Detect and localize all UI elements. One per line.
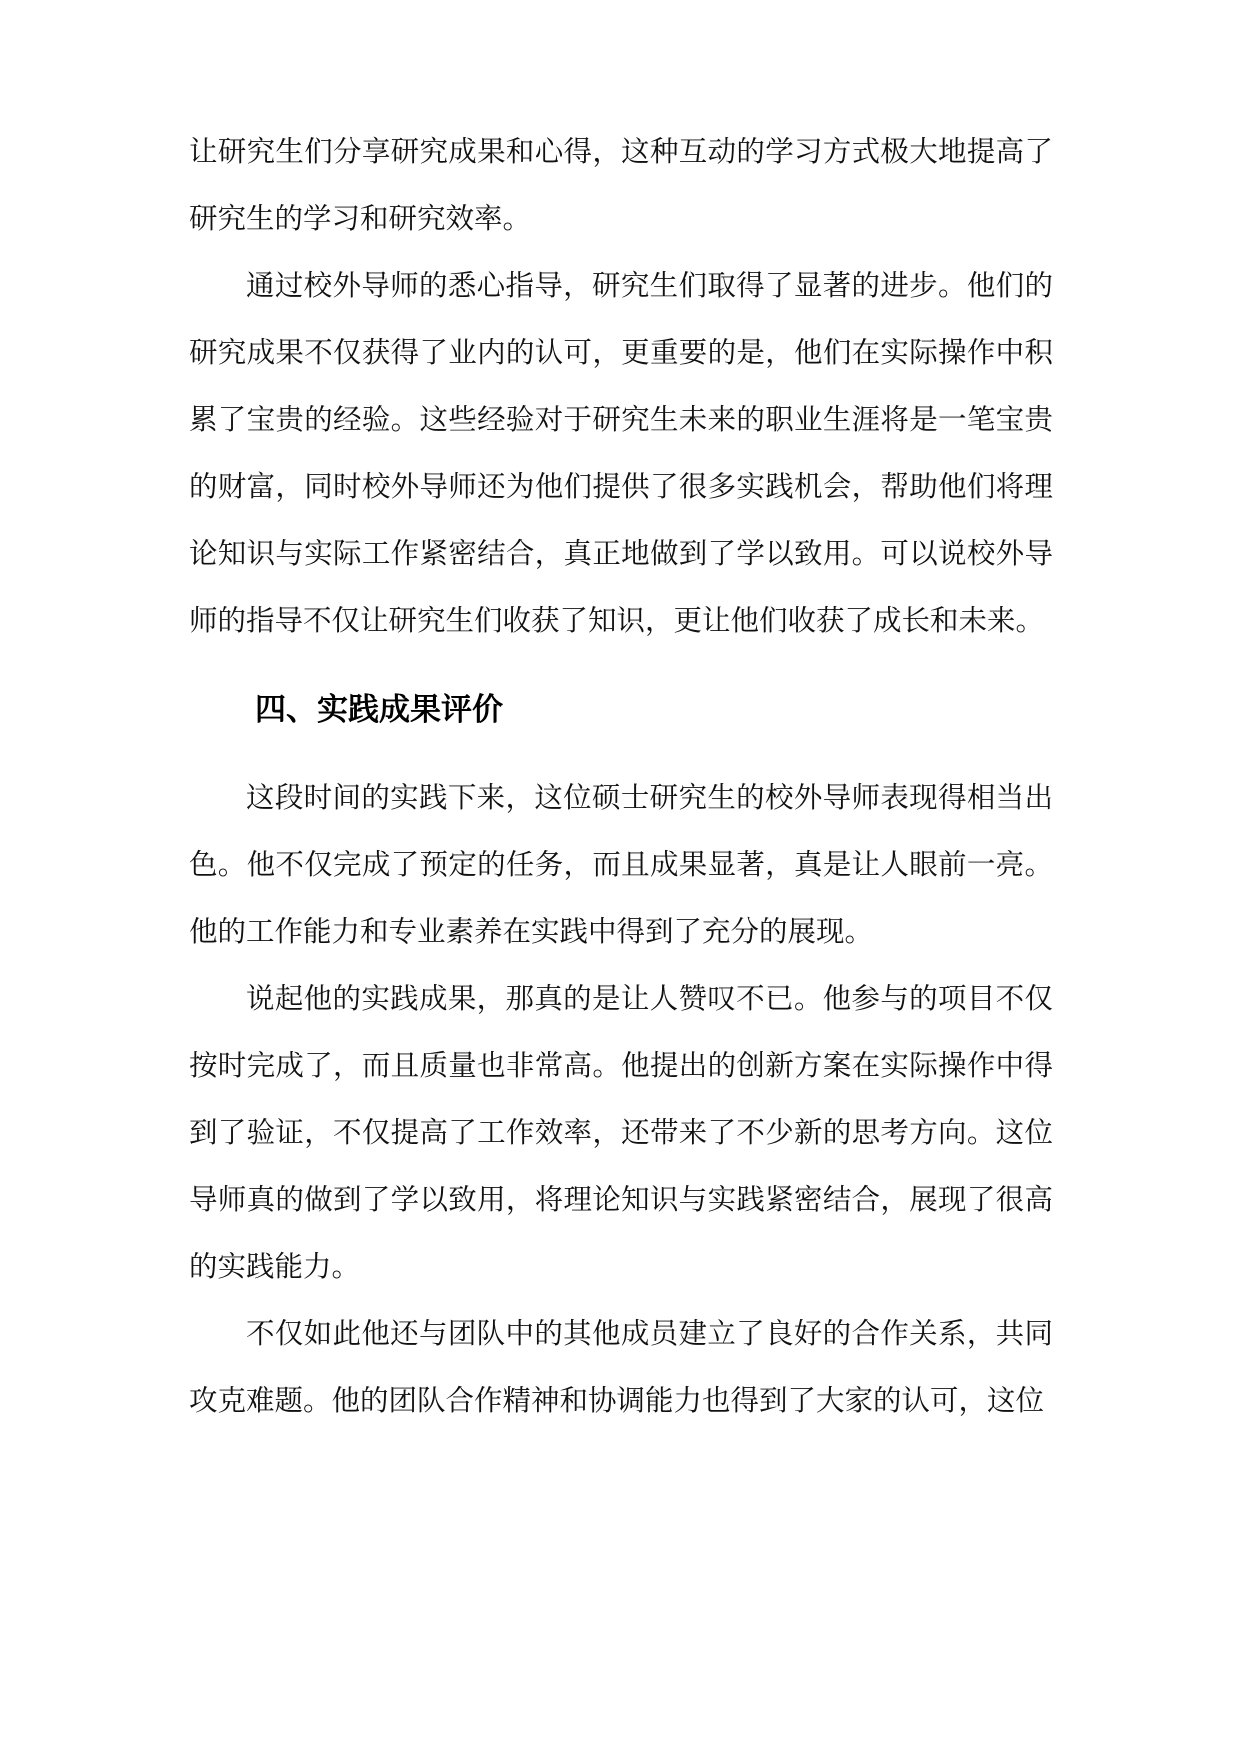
paragraph-practice-results: 说起他的实践成果，那真的是让人赞叹不已。他参与的项目不仅按时完成了，而且质量也非常高。他提出的创新方案在实际操作中得到了验证，不仅提高了工作效率，还带来了不少新的思考方向。这位导师真的做到了学以致用，将理论知识与实践紧密结合，展现了很高的实践能力。: [189, 982, 1053, 1283]
paragraph-mentor-guidance: 通过校外导师的悉心指导，研究生们取得了显著的进步。他们的研究成果不仅获得了业内的认可，更重要的是，他们在实际操作中积累了宝贵的经验。这些经验对于研究生未来的职业生涯将是一笔宝贵的财富，同时校外导师还为他们提供了很多实践机会，帮助他们将理论知识与实际工作紧密结合，真正地做到了学以致用。可以说校外导师的指导不仅让研究生们收获了知识，更让他们收获了成长和未来。: [189, 269, 1053, 637]
paragraph-practice-summary: 这段时间的实践下来，这位硕士研究生的校外导师表现得相当出色。他不仅完成了预定的任务，而且成果显著，真是让人眼前一亮。他的工作能力和专业素养在实践中得到了充分的展现。: [189, 781, 1053, 948]
paragraph-continued: 让研究生们分享研究成果和心得，这种互动的学习方式极大地提高了研究生的学习和研究效率。: [189, 135, 1053, 235]
paragraph-teamwork: 不仅如此他还与团队中的其他成员建立了良好的合作关系，共同攻克难题。他的团队合作精神和协调能力也得到了大家的认可，这位: [189, 1317, 1053, 1417]
document-body: [189, 118, 1053, 1434]
section-heading: 四、实践成果评价: [255, 692, 503, 728]
